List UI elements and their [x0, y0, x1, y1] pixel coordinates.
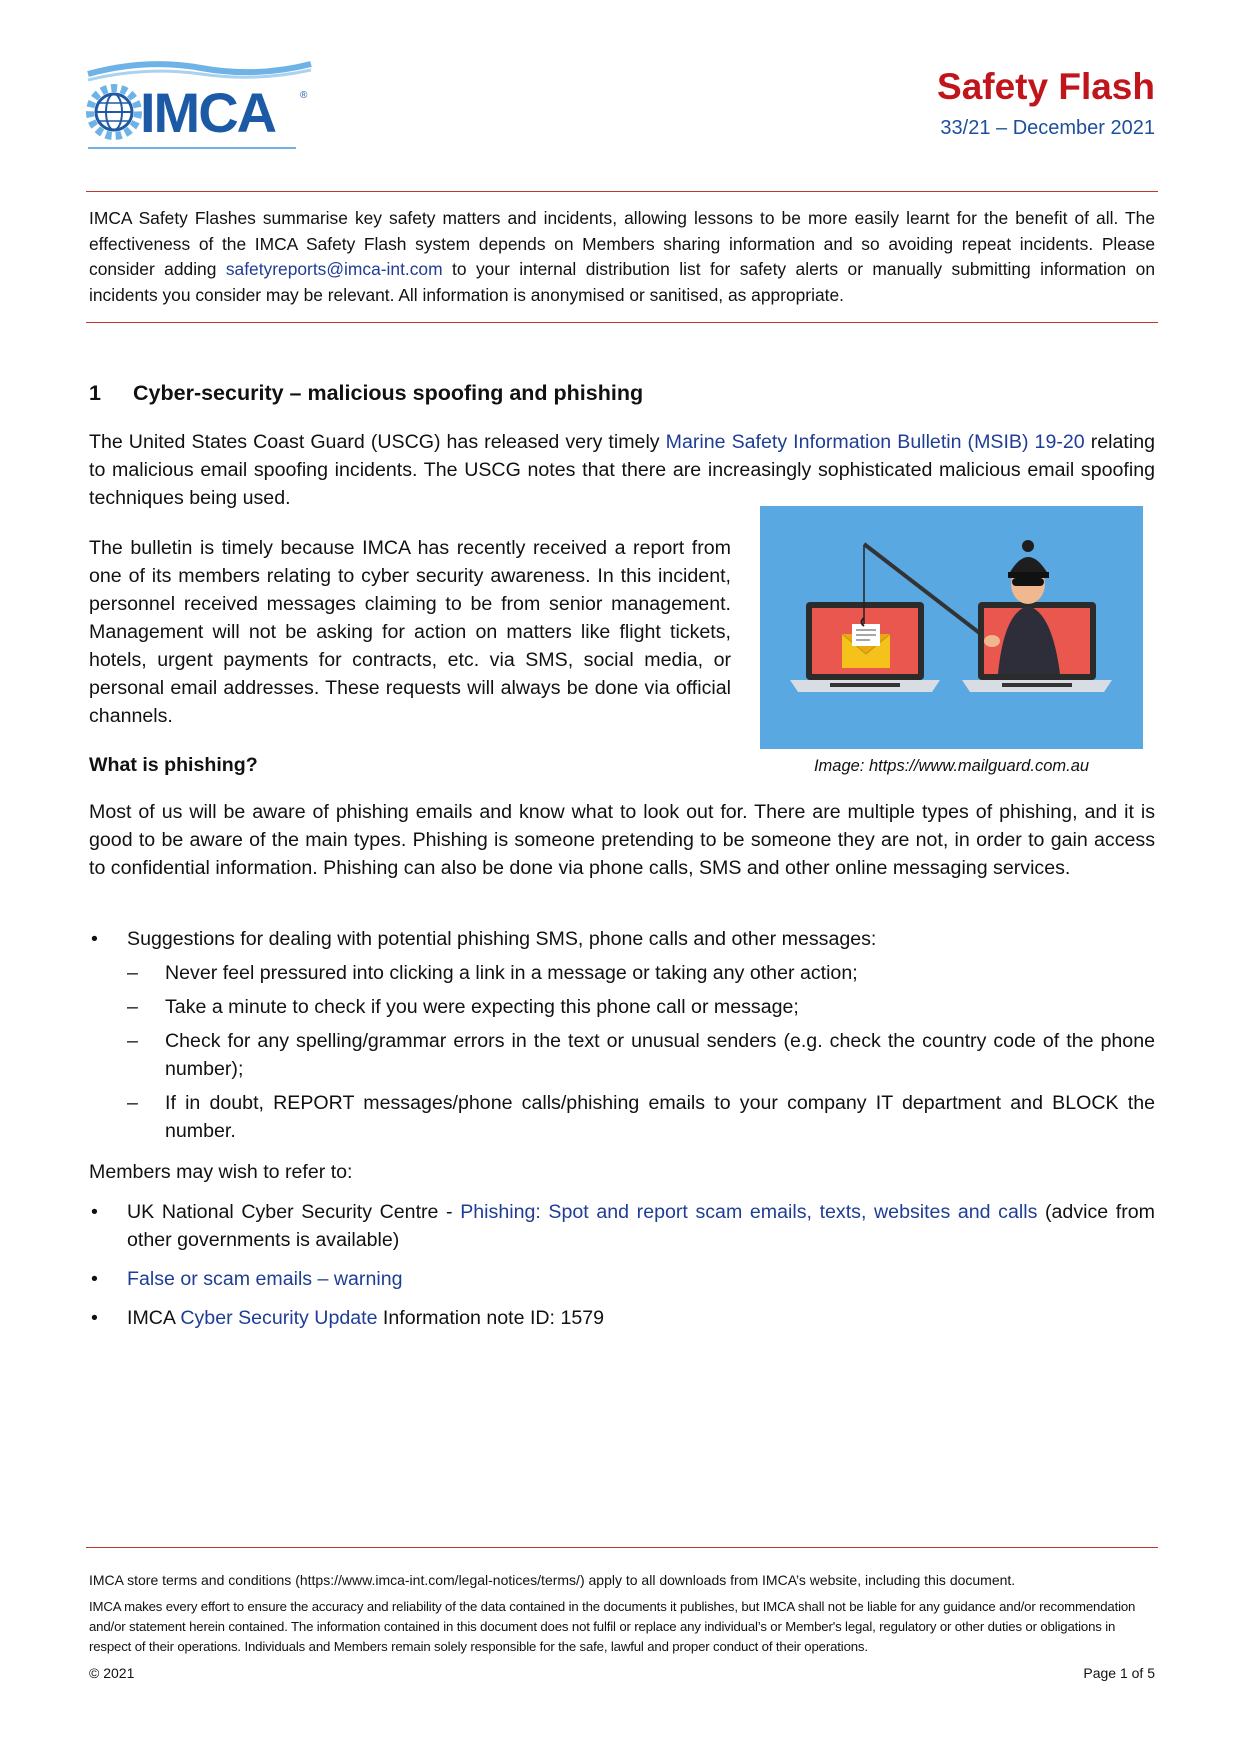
intro-paragraph: [89, 206, 1155, 308]
section-title: Cyber-security – malicious spoofing and phishing: [133, 381, 644, 405]
copyright: © 2021: [89, 1665, 135, 1681]
members-intro: Members may wish to refer to:: [89, 1161, 353, 1183]
p1-text-a: The United States Coast Guard (USCG) has released very timely: [89, 431, 666, 453]
registered-mark: ®: [300, 90, 308, 101]
imca-logo: [86, 60, 316, 155]
phishing-scene-icon: [760, 506, 1143, 749]
paragraph-uscg: [89, 428, 1155, 512]
ref1-text-b: (advice from other governments is available): [127, 1201, 1155, 1251]
phishing-subheading: What is phishing?: [89, 754, 258, 776]
issue-date: 33/21 – December 2021: [940, 117, 1155, 139]
paragraph-bulletin: The bulletin is timely because IMCA has recently received a report from one of its members relating to cyber security awareness. In this incident, personnel received messages claiming to be from senior management. Management will not be asking for action on matters like flight tickets, hotels, urgent payments for contracts, etc. via SMS, social media, or personal email addresses. These requests will always be done via official channels.: [89, 537, 731, 727]
ncsc-phishing-link[interactable]: Phishing: Spot and report scam emails, texts, websites and calls: [460, 1201, 1038, 1223]
logo-text: IMCA: [140, 81, 276, 144]
ref3-text-b: Information note ID: 1579: [377, 1307, 605, 1329]
footer-disclaimer: IMCA makes every effort to ensure the accuracy and reliability of the data contained in the documents it publishes, but IMCA shall not be liable for any guidance and/or recommendation and/or statement herein contained. The information contained in this document does not fulfil or replace any individual’s or Member's legal, regulatory or other duties or obligations in respect of their operations. Individuals and Members remain solely responsible for the safe, lawful and proper conduct of their operations.: [89, 1599, 1136, 1654]
intro-text-1: IMCA Safety Flashes summarise key safety matters and incidents, allowing lessons to be more easily learnt for the benefit of all. The effectiveness of the IMCA Safety Flash system depends on Members sharing information and so avoiding repeat incidents. Please consider adding: [89, 208, 1155, 279]
ref1-text-a: UK National Cyber Security Centre -: [127, 1201, 461, 1223]
footer-bottom: [89, 1663, 1155, 1683]
ref3-text-a: IMCA: [127, 1307, 181, 1329]
image-caption: Image: https://www.mailguard.com.au: [813, 757, 1090, 775]
list-item: – If in doubt, REPORT messages/phone calls/phishing emails to your company IT department and BLOCK the number.: [127, 1089, 1155, 1145]
footer-terms: IMCA store terms and conditions (https://www.imca-int.com/legal-notices/terms/) apply to all downloads from IMCA’s website, including this document.: [89, 1572, 1016, 1588]
safety-email-link[interactable]: safetyreports@imca-int.com: [225, 259, 443, 279]
list-item: [89, 925, 1155, 1145]
doc-title: Safety Flash: [937, 66, 1155, 107]
paragraph-phishing: Most of us will be aware of phishing emails and know what to look out for. There are multiple types of phishing, and it is good to be aware of the main types. Phishing is someone pretending to be someone they are not, in order to gain access to confidential information. Phishing can also be done via phone calls, SMS and other online messaging services.: [89, 801, 1155, 879]
intro-text-2: to your internal distribution list for safety alerts or manually submitting information on incidents you consider may be relevant. All information is anonymised or sanitised, as appropriate.: [89, 259, 1155, 305]
phishing-illustration: [760, 506, 1143, 749]
list-item: – Check for any spelling/grammar errors in the text or unusual senders (e.g. check the country code of the phone number);: [127, 1027, 1155, 1083]
msib-link[interactable]: Marine Safety Information Bulletin (MSIB) 19-20: [665, 431, 1085, 453]
list-item: – Take a minute to check if you were expecting this phone call or message;: [127, 993, 1155, 1021]
cyber-security-update-link[interactable]: Cyber Security Update: [180, 1307, 378, 1329]
suggestions-list: [89, 925, 1155, 1151]
scam-emails-link[interactable]: False or scam emails – warning: [127, 1268, 403, 1290]
suggestions-intro: Suggestions for dealing with potential phishing SMS, phone calls and other messages:: [127, 928, 877, 950]
section-heading: [89, 378, 1155, 408]
list-item: [89, 1265, 1155, 1293]
top-divider: [86, 191, 1158, 192]
list-item: [89, 1198, 1155, 1254]
page-number: Page 1 of 5: [1083, 1665, 1155, 1681]
header-right: [937, 66, 1155, 140]
p1-text-b: relating to malicious email spoofing incidents. The USCG notes that there are increasingly sophisticated malicious email spoofing techniques being used.: [89, 431, 1155, 509]
intro-divider: [86, 322, 1158, 323]
references-list: [89, 1198, 1155, 1343]
suggestions-sublist: [127, 959, 1155, 1145]
list-item: – Never feel pressured into clicking a link in a message or taking any other action;: [127, 959, 1155, 987]
list-item: [89, 1304, 1155, 1332]
section-number: 1: [89, 381, 101, 405]
gear-globe-icon: [90, 88, 138, 136]
footer-divider: [86, 1547, 1158, 1548]
